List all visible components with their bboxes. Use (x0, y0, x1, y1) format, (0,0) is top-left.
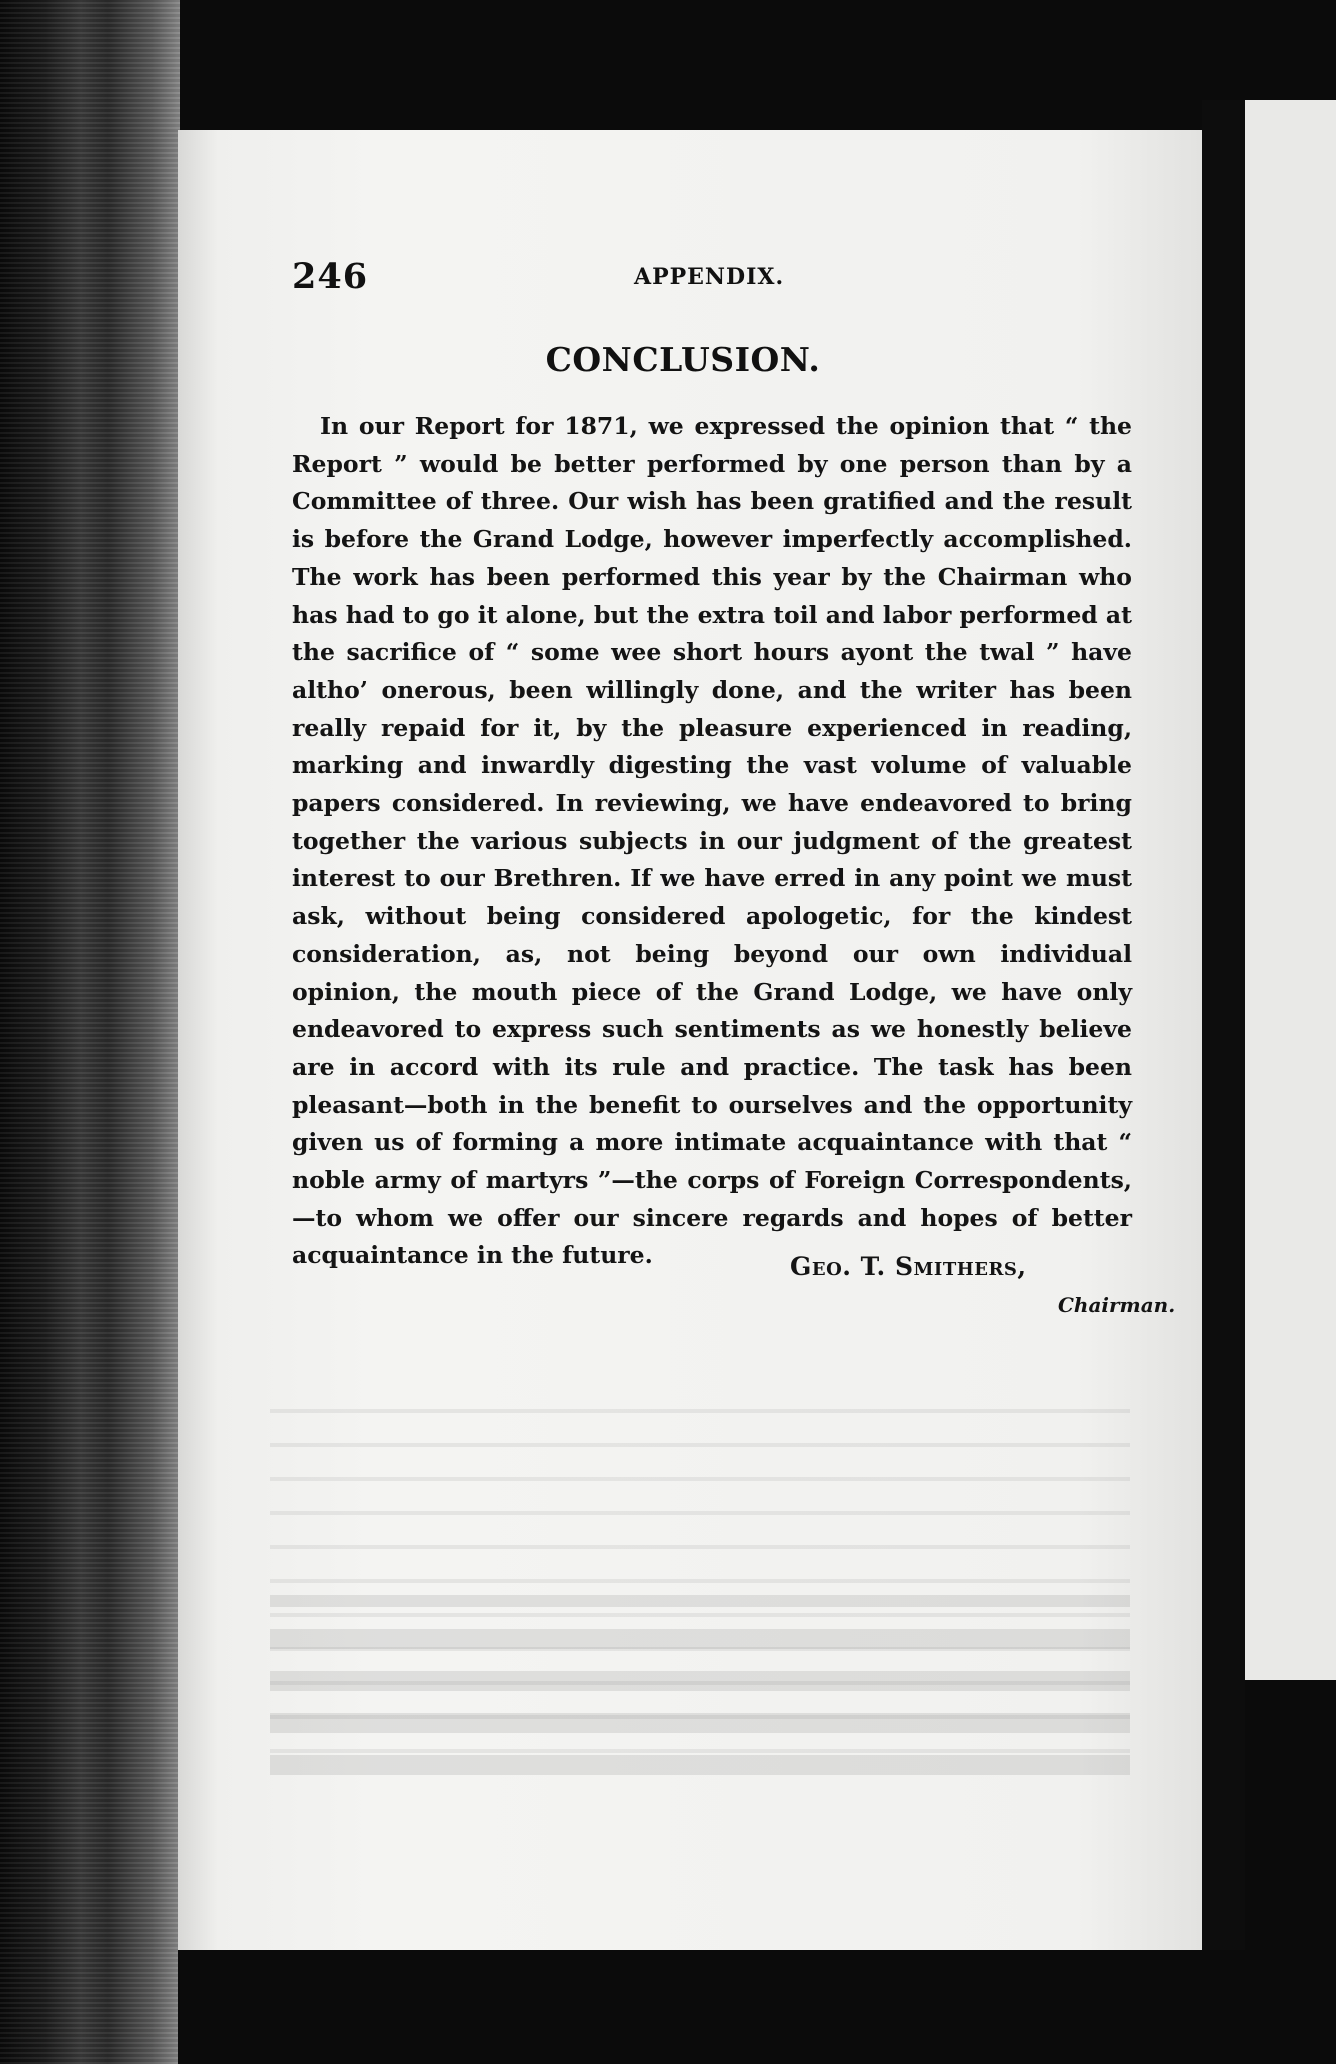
running-head-title: APPENDIX. (634, 264, 785, 290)
signature-name: Geo. T. Smithers, (790, 1252, 1027, 1281)
scan-bottom-border (178, 1950, 1336, 2064)
page-number: 246 (292, 256, 369, 297)
body-paragraph: In our Report for 1871, we expressed the opinion that “ the Report ” would be better performed by one person than by a Committee of three. Our wish has been gratified and the result is before the Grand Lodge, however imperfectly accomplished. The work has been performed this year by the Chairman who has had to go it alone, but the extra toil and labor performed at the sacrifice of “ some wee short hours ayont the twal ” have altho’ onerous, been willingly done, and the writer has been really repaid for it, by the pleasure experienced in reading, marking and inwardly digesting the vast volume of valuable papers considered. In reviewing, we have endeavored to bring together the various subjects in our judgment of the greatest interest to our Brethren. If we have erred in any point we must ask, without being considered apologetic, for the kindest consideration, as, not being beyond our own individual opinion, the mouth piece of the Grand Lodge, we have only endeavored to express such sentiments as we honestly believe are in accord with its rule and practice. The task has been pleasant—both in the benefit to ourselves and the opportunity given us of forming a more intimate acquaintance with that “ noble army of martyrs ”—the corps of Foreign Correspondents,—to whom we offer our sincere regards and hopes of better acquaintance in the future. (292, 412, 1132, 1270)
adjacent-page (1245, 100, 1336, 1680)
signature-title: Chairman. (1058, 1293, 1176, 1317)
gutter-texture (0, 0, 180, 2064)
running-head (292, 256, 1142, 306)
section-heading: CONCLUSION. (545, 340, 821, 379)
page-edge-shadow (1202, 100, 1245, 2000)
bleed-through-text-lower (270, 1595, 1130, 1785)
